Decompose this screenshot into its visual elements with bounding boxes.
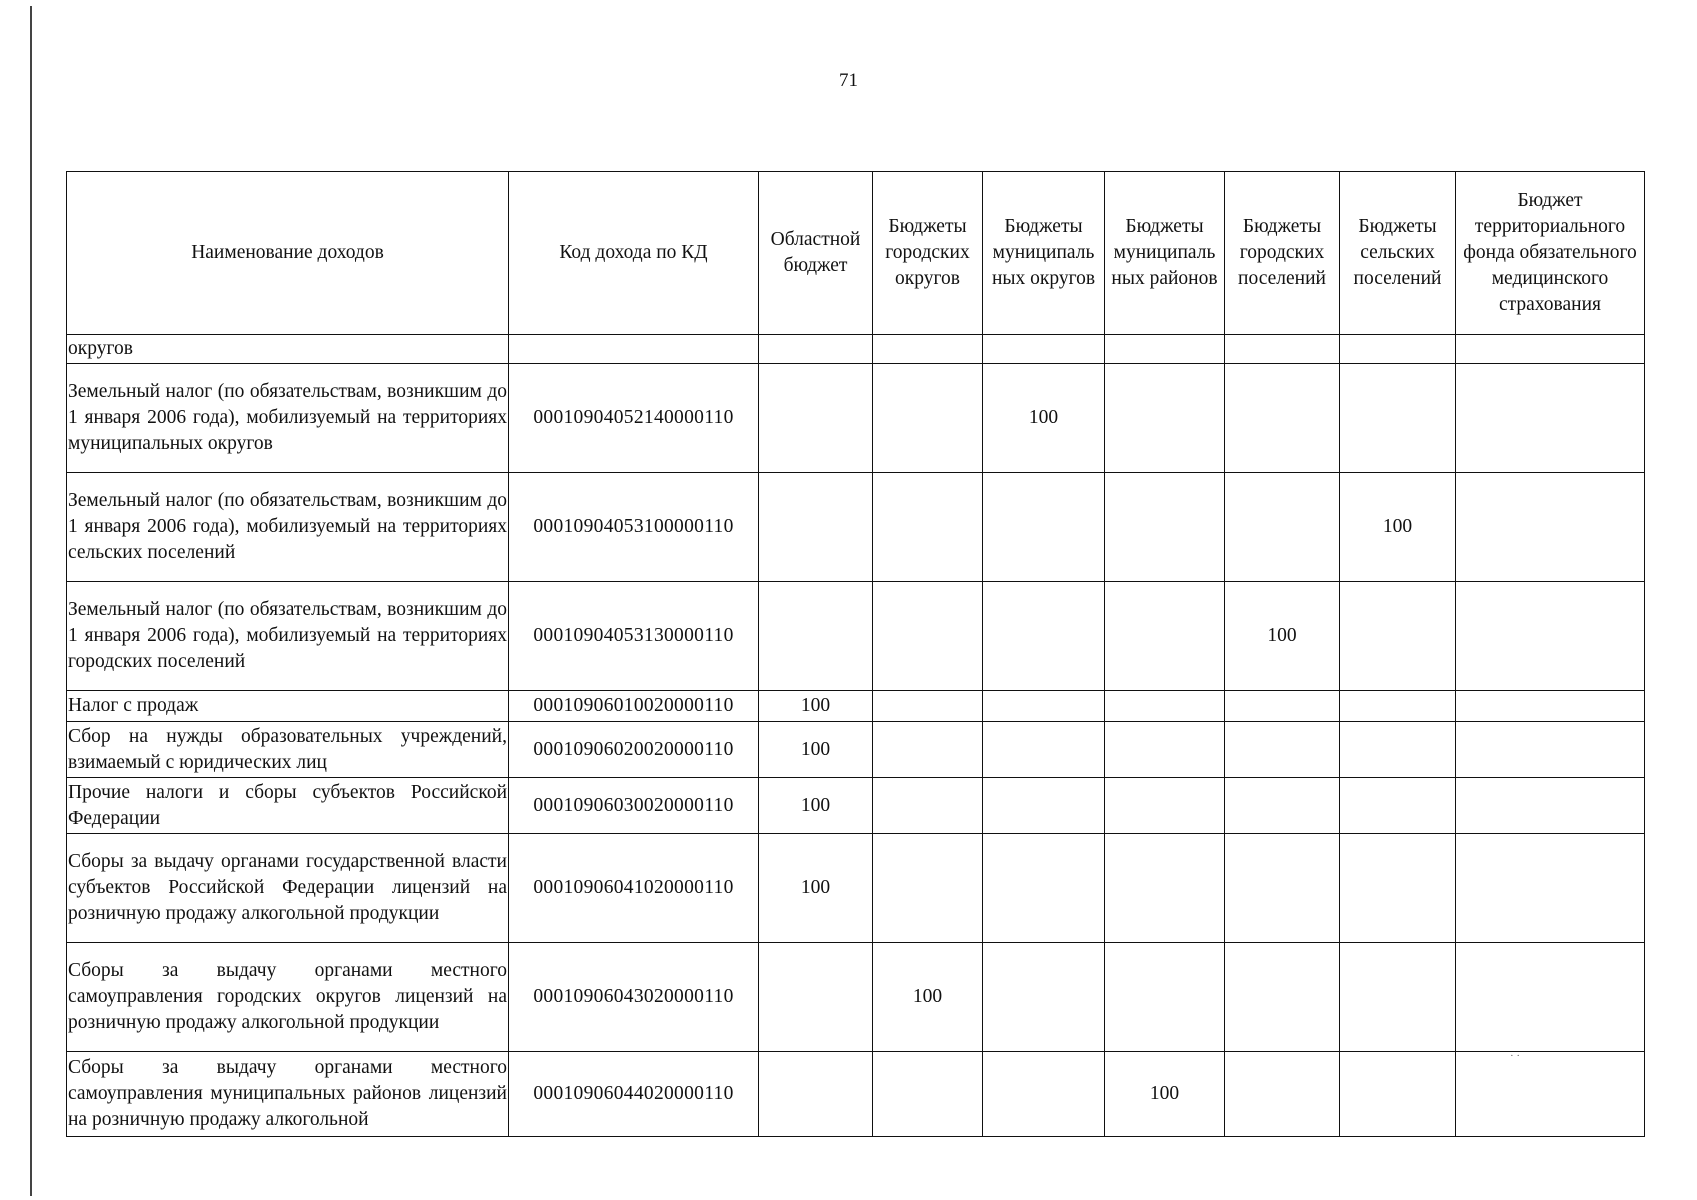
table-row	[67, 335, 1645, 364]
municipal-districts-cell	[983, 722, 1105, 778]
rural-settlements-cell	[1340, 335, 1456, 364]
scan-artifact-mark: · ·	[1510, 1050, 1521, 1062]
column-header-urban-settlements: Бюджеты городских поселений	[1225, 172, 1340, 335]
revenue-name-cell: Земельный налог (по обязательствам, возникшим до 1 января 2006 года), мобилизуемый на территориях городских поселений	[67, 582, 509, 691]
urban-settlements-cell: 100	[1225, 582, 1340, 691]
regional-budget-cell	[759, 335, 873, 364]
municipal-districts-cell	[983, 473, 1105, 582]
municipal-districts-cell	[983, 943, 1105, 1052]
revenue-name-cell: Земельный налог (по обязательствам, возникшим до 1 января 2006 года), мобилизуемый на территориях муниципальных округов	[67, 364, 509, 473]
health-insurance-fund-cell	[1456, 834, 1645, 943]
rural-settlements-cell	[1340, 364, 1456, 473]
column-header-city-districts: Бюджеты городских округов	[873, 172, 983, 335]
regional-budget-cell: 100	[759, 691, 873, 722]
municipal-districts-cell	[983, 1052, 1105, 1137]
revenue-code-cell: 00010904052140000110	[509, 364, 759, 473]
regional-budget-cell	[759, 473, 873, 582]
urban-settlements-cell	[1225, 722, 1340, 778]
health-insurance-fund-cell	[1456, 582, 1645, 691]
revenue-code-cell: 00010906010020000110	[509, 691, 759, 722]
regional-budget-cell	[759, 364, 873, 473]
rural-settlements-cell	[1340, 834, 1456, 943]
revenue-name-cell: Налог с продаж	[67, 691, 509, 722]
column-header-revenue-code: Код дохода по КД	[509, 172, 759, 335]
column-header-rural-settlements: Бюджеты сельских поселений	[1340, 172, 1456, 335]
urban-settlements-cell	[1225, 335, 1340, 364]
revenue-code-cell: 00010906043020000110	[509, 943, 759, 1052]
city-districts-cell	[873, 335, 983, 364]
health-insurance-fund-cell	[1456, 943, 1645, 1052]
column-header-municipal-districts: Бюджеты муниципаль ных округов	[983, 172, 1105, 335]
health-insurance-fund-cell	[1456, 778, 1645, 834]
regional-budget-cell: 100	[759, 834, 873, 943]
municipal-regions-cell	[1105, 722, 1225, 778]
regional-budget-cell	[759, 1052, 873, 1137]
municipal-districts-cell	[983, 691, 1105, 722]
column-header-municipal-regions: Бюджеты муниципаль ных районов	[1105, 172, 1225, 335]
revenue-code-cell: 00010904053100000110	[509, 473, 759, 582]
city-districts-cell	[873, 582, 983, 691]
table-row	[67, 473, 1645, 582]
health-insurance-fund-cell	[1456, 722, 1645, 778]
rural-settlements-cell: 100	[1340, 473, 1456, 582]
city-districts-cell	[873, 691, 983, 722]
revenue-name-cell: Сбор на нужды образовательных учреждений, взимаемый с юридических лиц	[67, 722, 509, 778]
municipal-districts-cell: 100	[983, 364, 1105, 473]
revenue-code-cell: 00010906030020000110	[509, 778, 759, 834]
city-districts-cell	[873, 834, 983, 943]
regional-budget-cell	[759, 943, 873, 1052]
column-header-revenue-name: Наименование доходов	[67, 172, 509, 335]
municipal-regions-cell	[1105, 582, 1225, 691]
city-districts-cell: 100	[873, 943, 983, 1052]
revenue-name-cell: округов	[67, 335, 509, 364]
city-districts-cell	[873, 1052, 983, 1137]
regional-budget-cell	[759, 582, 873, 691]
city-districts-cell	[873, 778, 983, 834]
revenue-code-cell: 00010906041020000110	[509, 834, 759, 943]
table-row	[67, 943, 1645, 1052]
municipal-regions-cell	[1105, 473, 1225, 582]
revenue-name-cell: Земельный налог (по обязательствам, возникшим до 1 января 2006 года), мобилизуемый на территориях сельских поселений	[67, 473, 509, 582]
column-header-regional-budget: Областной бюджет	[759, 172, 873, 335]
page-number: 71	[839, 70, 858, 91]
table-row	[67, 778, 1645, 834]
rural-settlements-cell	[1340, 582, 1456, 691]
municipal-regions-cell: 100	[1105, 1052, 1225, 1137]
urban-settlements-cell	[1225, 834, 1340, 943]
urban-settlements-cell	[1225, 473, 1340, 582]
page-margin-line	[30, 6, 32, 1196]
urban-settlements-cell	[1225, 943, 1340, 1052]
municipal-regions-cell	[1105, 335, 1225, 364]
health-insurance-fund-cell	[1456, 691, 1645, 722]
rural-settlements-cell	[1340, 691, 1456, 722]
urban-settlements-cell	[1225, 691, 1340, 722]
city-districts-cell	[873, 722, 983, 778]
municipal-districts-cell	[983, 335, 1105, 364]
municipal-districts-cell	[983, 582, 1105, 691]
health-insurance-fund-cell	[1456, 473, 1645, 582]
health-insurance-fund-cell	[1456, 364, 1645, 473]
column-header-health-insurance-fund: Бюджет территориального фонда обязательного медицинского страхования	[1456, 172, 1645, 335]
city-districts-cell	[873, 473, 983, 582]
health-insurance-fund-cell	[1456, 1052, 1645, 1137]
municipal-regions-cell	[1105, 778, 1225, 834]
municipal-regions-cell	[1105, 691, 1225, 722]
municipal-regions-cell	[1105, 364, 1225, 473]
revenue-distribution-table	[66, 171, 1645, 1137]
revenue-code-cell: 00010906020020000110	[509, 722, 759, 778]
health-insurance-fund-cell	[1456, 335, 1645, 364]
rural-settlements-cell	[1340, 778, 1456, 834]
municipal-regions-cell	[1105, 834, 1225, 943]
revenue-code-cell: 00010904053130000110	[509, 582, 759, 691]
table-row	[67, 582, 1645, 691]
table-row	[67, 1052, 1645, 1137]
regional-budget-cell: 100	[759, 778, 873, 834]
revenue-name-cell: Сборы за выдачу органами государственной власти субъектов Российской Федерации лицензий на розничную продажу алкогольной продукции	[67, 834, 509, 943]
municipal-regions-cell	[1105, 943, 1225, 1052]
urban-settlements-cell	[1225, 778, 1340, 834]
revenue-code-cell: 00010906044020000110	[509, 1052, 759, 1137]
revenue-name-cell: Сборы за выдачу органами местного самоуправления муниципальных районов лицензий на розничную продажу алкогольной	[67, 1052, 509, 1137]
revenue-name-cell: Сборы за выдачу органами местного самоуправления городских округов лицензий на розничную продажу алкогольной продукции	[67, 943, 509, 1052]
urban-settlements-cell	[1225, 364, 1340, 473]
table-header-row	[67, 172, 1645, 335]
municipal-districts-cell	[983, 778, 1105, 834]
revenue-code-cell	[509, 335, 759, 364]
urban-settlements-cell	[1225, 1052, 1340, 1137]
regional-budget-cell: 100	[759, 722, 873, 778]
table-row	[67, 834, 1645, 943]
city-districts-cell	[873, 364, 983, 473]
table-row	[67, 722, 1645, 778]
table-row	[67, 691, 1645, 722]
revenue-name-cell: Прочие налоги и сборы субъектов Российской Федерации	[67, 778, 509, 834]
municipal-districts-cell	[983, 834, 1105, 943]
rural-settlements-cell	[1340, 943, 1456, 1052]
rural-settlements-cell	[1340, 1052, 1456, 1137]
rural-settlements-cell	[1340, 722, 1456, 778]
table-row	[67, 364, 1645, 473]
